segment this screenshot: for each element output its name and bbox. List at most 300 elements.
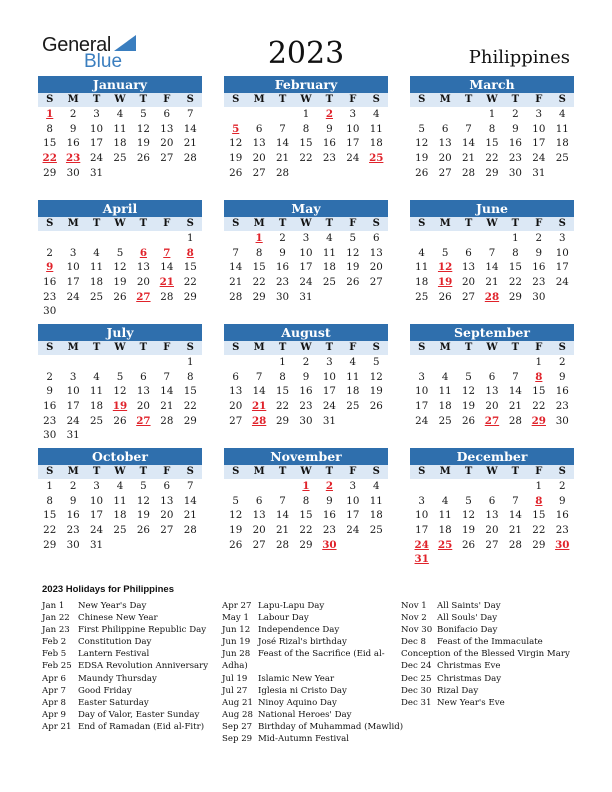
- holiday-day-cell: 19: [437, 276, 453, 289]
- holiday-date: Dec 31: [401, 697, 432, 708]
- empty-day-cell: [155, 538, 178, 553]
- day-cell: 12: [462, 509, 476, 522]
- empty-day-cell: [132, 166, 155, 181]
- day-cell: 11: [555, 122, 569, 135]
- empty-day-cell: [179, 538, 202, 553]
- day-cell: 28: [183, 524, 197, 537]
- day-cell: 2: [535, 232, 543, 244]
- day-cell: 6: [255, 494, 263, 507]
- day-cell: 24: [66, 290, 80, 303]
- week-row: [38, 370, 202, 385]
- holiday-date: Dec 24: [401, 661, 432, 672]
- weekday-header-row: [224, 217, 388, 231]
- holiday-name: New Year's Eve: [437, 697, 505, 708]
- week-row: [224, 246, 388, 261]
- weekday-label: S: [232, 218, 240, 229]
- day-cell: 18: [415, 276, 429, 289]
- day-cell: 13: [252, 137, 266, 150]
- weekday-label: T: [139, 94, 148, 105]
- week-row: [38, 136, 202, 151]
- day-cell: 5: [349, 232, 357, 244]
- day-cell: 26: [136, 524, 150, 537]
- weekday-label: F: [349, 466, 357, 477]
- week-row: [410, 414, 574, 429]
- week-row: [410, 122, 574, 137]
- day-cell: 12: [136, 494, 150, 507]
- day-cell: 14: [276, 509, 290, 522]
- empty-day-cell: [271, 479, 294, 494]
- day-cell: 26: [462, 414, 476, 427]
- day-cell: 23: [43, 290, 57, 303]
- day-cell: 18: [555, 137, 569, 150]
- day-cell: 15: [252, 261, 266, 274]
- holiday-day-cell: 21: [159, 276, 174, 289]
- day-cell: 23: [276, 276, 290, 289]
- day-cell: 7: [186, 480, 194, 492]
- day-cell: 2: [46, 370, 53, 383]
- day-cell: 22: [508, 276, 522, 289]
- week-row: [224, 479, 388, 494]
- weekday-label: M: [67, 218, 79, 229]
- weekday-label: T: [139, 342, 148, 353]
- day-cell: 15: [485, 137, 499, 150]
- week-row: [410, 275, 574, 290]
- weekday-label: T: [92, 342, 101, 353]
- day-cell: 16: [43, 276, 57, 289]
- day-cell: 23: [322, 152, 336, 165]
- holiday-name: National Heroes' Day: [258, 709, 352, 720]
- holiday-name: Maundy Thursday: [78, 673, 157, 684]
- day-cell: 24: [532, 152, 546, 165]
- day-cell: 15: [299, 137, 313, 150]
- holiday-entry: [42, 709, 208, 721]
- empty-day-cell: [480, 479, 503, 494]
- month-title: October: [38, 448, 202, 465]
- day-cell: 27: [252, 166, 266, 179]
- holiday-day-cell: 29: [531, 414, 546, 427]
- day-cell: 14: [160, 385, 174, 398]
- day-cell: 21: [276, 524, 290, 537]
- weekday-label: W: [114, 94, 126, 105]
- holiday-date: Feb 2: [42, 637, 67, 648]
- holiday-date: Dec 25: [401, 673, 432, 684]
- week-row: [410, 508, 574, 523]
- day-cell: 28: [276, 538, 290, 551]
- day-cell: 30: [555, 414, 569, 427]
- day-cell: 15: [299, 509, 313, 522]
- day-cell: 22: [43, 524, 57, 537]
- week-row: [38, 166, 202, 181]
- holiday-entry: [42, 624, 208, 636]
- month-december: [410, 448, 574, 567]
- holiday-name: Mid-Autumn Festival: [258, 734, 350, 745]
- weekday-header-row: [38, 93, 202, 107]
- page-title-year: 2023: [267, 36, 345, 71]
- day-cell: 12: [415, 137, 429, 150]
- holiday-name: Christmas Eve: [437, 661, 501, 672]
- month-title: April: [38, 200, 202, 217]
- day-cell: 17: [66, 400, 80, 413]
- holiday-date: Jun 28: [222, 649, 251, 660]
- day-cell: 5: [232, 494, 239, 507]
- holiday-entry: [222, 612, 403, 624]
- week-row: [410, 355, 574, 370]
- day-cell: 23: [508, 152, 522, 165]
- day-cell: 27: [160, 152, 174, 165]
- day-cell: 5: [372, 356, 380, 368]
- empty-day-cell: [480, 231, 503, 246]
- holiday-day-cell: 27: [484, 414, 500, 427]
- week-row: [224, 508, 388, 523]
- holiday-entry: [42, 612, 208, 624]
- week-row: [38, 508, 202, 523]
- day-cell: 6: [255, 122, 263, 135]
- holiday-name: Chinese New Year: [78, 613, 158, 624]
- day-cell: 18: [346, 385, 360, 398]
- day-cell: 1: [279, 356, 286, 368]
- empty-day-cell: [433, 231, 456, 246]
- weekday-label: F: [163, 342, 171, 353]
- weekday-label: T: [511, 466, 520, 477]
- weekday-label: T: [278, 218, 287, 229]
- day-cell: 14: [160, 261, 174, 274]
- empty-day-cell: [132, 304, 155, 319]
- day-cell: 26: [136, 152, 150, 165]
- day-cell: 22: [485, 152, 499, 165]
- day-cell: 11: [113, 494, 127, 507]
- day-cell: 5: [418, 122, 425, 135]
- week-row: [410, 552, 574, 567]
- holidays-column: [42, 600, 208, 733]
- weekday-label: F: [163, 218, 171, 229]
- day-cell: 23: [299, 400, 313, 413]
- day-cell: 30: [66, 166, 80, 179]
- day-cell: 30: [299, 414, 313, 427]
- day-cell: 29: [43, 538, 57, 551]
- holiday-name: Good Friday: [78, 685, 132, 696]
- weekday-label: T: [278, 466, 287, 477]
- day-cell: 2: [69, 480, 77, 492]
- holiday-entry: [42, 648, 208, 660]
- weekday-label: M: [67, 342, 79, 353]
- day-cell: 23: [555, 400, 569, 413]
- day-cell: 15: [532, 385, 546, 398]
- holiday-date: Feb 5: [42, 649, 67, 660]
- holiday-date: Jan 22: [42, 613, 70, 624]
- day-cell: 1: [512, 232, 519, 244]
- holiday-date: Dec 30: [401, 685, 432, 696]
- day-cell: 3: [418, 494, 425, 507]
- week-row: [410, 384, 574, 399]
- day-cell: 7: [279, 494, 286, 507]
- weekday-header-row: [410, 93, 574, 107]
- week-row: [224, 384, 388, 399]
- day-cell: 13: [369, 246, 383, 259]
- day-cell: 30: [532, 290, 546, 303]
- weekday-header-row: [410, 341, 574, 355]
- day-cell: 26: [369, 400, 383, 413]
- day-cell: 19: [462, 400, 476, 413]
- holiday-date: Sep 29: [222, 734, 253, 745]
- empty-day-cell: [433, 479, 456, 494]
- empty-day-cell: [247, 479, 270, 494]
- holiday-date: Apr 7: [42, 685, 67, 696]
- holiday-day-cell: 28: [484, 290, 500, 303]
- day-cell: 8: [46, 494, 53, 507]
- day-cell: 23: [322, 524, 336, 537]
- day-cell: 20: [136, 276, 150, 289]
- day-cell: 1: [46, 480, 53, 492]
- holiday-name: Bonifacio Day: [437, 625, 498, 636]
- day-cell: 22: [252, 276, 266, 289]
- holiday-entry: [42, 697, 208, 709]
- month-title: November: [224, 448, 388, 465]
- holidays-heading: 2023 Holidays for Philippines: [42, 584, 174, 595]
- empty-day-cell: [318, 290, 341, 305]
- week-row: [224, 414, 388, 429]
- day-cell: 24: [90, 152, 104, 165]
- day-cell: 16: [508, 137, 522, 150]
- day-cell: 29: [183, 414, 197, 427]
- day-cell: 2: [512, 108, 519, 120]
- empty-day-cell: [433, 107, 456, 122]
- holiday-name: Independence Day: [258, 625, 340, 636]
- day-cell: 4: [116, 480, 124, 492]
- day-cell: 25: [369, 524, 383, 537]
- logo-blue-text: Blue: [84, 51, 123, 72]
- day-cell: 5: [116, 246, 124, 259]
- holiday-entry: [401, 673, 570, 685]
- day-cell: 2: [69, 108, 77, 120]
- empty-day-cell: [365, 538, 388, 553]
- day-cell: 26: [113, 414, 127, 427]
- empty-day-cell: [457, 107, 480, 122]
- weekday-label: W: [486, 218, 498, 229]
- week-row: [38, 399, 202, 414]
- day-cell: 26: [415, 166, 429, 179]
- holiday-entry: [401, 697, 570, 709]
- day-cell: 6: [488, 370, 496, 383]
- day-cell: 4: [372, 108, 380, 120]
- day-cell: 18: [113, 509, 127, 522]
- day-cell: 3: [349, 480, 357, 492]
- day-cell: 13: [485, 509, 499, 522]
- empty-day-cell: [294, 166, 317, 181]
- holiday-date: Jan 23: [42, 625, 70, 636]
- day-cell: 13: [485, 385, 499, 398]
- day-cell: 8: [512, 246, 519, 259]
- empty-day-cell: [341, 290, 364, 305]
- day-cell: 3: [302, 232, 310, 244]
- holiday-day-cell: 5: [232, 122, 240, 135]
- week-row: [224, 290, 388, 305]
- day-cell: 9: [69, 122, 77, 135]
- day-cell: 10: [346, 122, 360, 135]
- day-cell: 17: [346, 137, 360, 150]
- empty-day-cell: [410, 479, 433, 494]
- holiday-day-cell: 28: [251, 414, 267, 427]
- week-row: [38, 414, 202, 429]
- holiday-entry: [401, 648, 570, 660]
- weekday-label: S: [418, 94, 426, 105]
- day-cell: 11: [369, 122, 383, 135]
- day-cell: 18: [369, 509, 383, 522]
- day-cell: 5: [465, 494, 472, 507]
- day-cell: 6: [488, 494, 496, 507]
- day-cell: 5: [140, 480, 147, 492]
- weekday-label: M: [439, 466, 451, 477]
- weekday-label: T: [92, 218, 101, 229]
- empty-day-cell: [457, 479, 480, 494]
- day-cell: 9: [535, 246, 543, 259]
- day-cell: 18: [438, 524, 452, 537]
- week-row: [224, 494, 388, 509]
- day-cell: 10: [322, 370, 336, 383]
- holiday-date: Aug 21: [222, 697, 253, 708]
- weekday-label: W: [114, 466, 126, 477]
- day-cell: 2: [558, 480, 566, 492]
- empty-day-cell: [433, 552, 456, 567]
- holiday-entry: [42, 636, 208, 648]
- holiday-day-cell: 19: [112, 400, 128, 413]
- day-cell: 14: [183, 494, 197, 507]
- empty-day-cell: [224, 231, 247, 246]
- day-cell: 3: [558, 232, 566, 244]
- day-cell: 30: [43, 429, 57, 442]
- weekday-label: T: [464, 218, 473, 229]
- day-cell: 8: [279, 370, 286, 383]
- month-march: [410, 76, 574, 180]
- day-cell: 4: [349, 356, 357, 368]
- empty-day-cell: [61, 355, 84, 370]
- weekday-header-row: [38, 217, 202, 231]
- month-october: [38, 448, 202, 552]
- empty-day-cell: [224, 479, 247, 494]
- country-label: Philippines: [468, 47, 570, 68]
- holiday-entry: [42, 673, 208, 685]
- day-cell: 12: [136, 122, 150, 135]
- week-row: [410, 399, 574, 414]
- month-august: [224, 324, 388, 428]
- day-cell: 13: [252, 509, 266, 522]
- week-row: [38, 260, 202, 275]
- day-cell: 18: [322, 261, 336, 274]
- weekday-label: F: [349, 218, 357, 229]
- week-row: [410, 538, 574, 553]
- day-cell: 18: [113, 137, 127, 150]
- day-cell: 5: [140, 108, 147, 120]
- holiday-entry: [222, 733, 403, 745]
- day-cell: 22: [183, 276, 197, 289]
- day-cell: 10: [415, 385, 429, 398]
- weekday-label: T: [511, 218, 520, 229]
- day-cell: 31: [532, 166, 546, 179]
- day-cell: 3: [418, 370, 425, 383]
- day-cell: 31: [322, 414, 336, 427]
- holiday-day-cell: 25: [437, 538, 453, 551]
- weekday-label: T: [325, 342, 334, 353]
- day-cell: 14: [508, 509, 522, 522]
- day-cell: 16: [43, 400, 57, 413]
- weekday-label: S: [232, 466, 240, 477]
- logo-general-text: General: [42, 34, 112, 56]
- weekday-label: S: [186, 218, 194, 229]
- day-cell: 27: [252, 538, 266, 551]
- day-cell: 21: [462, 152, 476, 165]
- day-cell: 11: [438, 385, 452, 398]
- holiday-day-cell: 27: [136, 290, 151, 303]
- empty-day-cell: [38, 355, 61, 370]
- week-row: [224, 370, 388, 385]
- weekday-header-row: [224, 341, 388, 355]
- weekday-label: F: [163, 466, 171, 477]
- day-cell: 19: [415, 152, 429, 165]
- day-cell: 9: [558, 370, 566, 383]
- week-row: [38, 384, 202, 399]
- day-cell: 4: [93, 370, 100, 383]
- day-cell: 16: [66, 509, 80, 522]
- holiday-day-cell: 27: [136, 414, 151, 427]
- day-cell: 20: [252, 524, 266, 537]
- week-row: [224, 355, 388, 370]
- day-cell: 25: [322, 276, 336, 289]
- day-cell: 17: [555, 261, 569, 274]
- holiday-day-cell: 24: [414, 538, 429, 551]
- day-cell: 6: [163, 480, 171, 492]
- holiday-entry: [222, 721, 403, 733]
- holiday-entry: [222, 636, 403, 648]
- weekday-label: S: [558, 342, 566, 353]
- week-row: [38, 355, 202, 370]
- holiday-day-cell: 2: [325, 480, 333, 492]
- holiday-day-cell: 1: [46, 108, 54, 120]
- day-cell: 12: [462, 385, 476, 398]
- week-row: [224, 275, 388, 290]
- weekday-label: T: [464, 466, 473, 477]
- day-cell: 16: [322, 509, 336, 522]
- holiday-date: Nov 1: [401, 601, 427, 611]
- weekday-header-row: [410, 465, 574, 479]
- empty-day-cell: [132, 428, 155, 443]
- day-cell: 31: [90, 538, 104, 551]
- day-cell: 21: [485, 276, 499, 289]
- empty-day-cell: [504, 479, 527, 494]
- holiday-day-cell: 22: [42, 152, 57, 165]
- day-cell: 9: [302, 370, 310, 383]
- holiday-date: Apr 27: [222, 601, 252, 611]
- week-row: [38, 290, 202, 305]
- week-row: [410, 290, 574, 305]
- day-cell: 27: [369, 276, 383, 289]
- day-cell: 1: [186, 232, 194, 244]
- day-cell: 15: [183, 385, 197, 398]
- weekday-label: T: [464, 94, 473, 105]
- weekday-label: S: [418, 218, 426, 229]
- day-cell: 3: [93, 108, 100, 120]
- day-cell: 18: [369, 137, 383, 150]
- day-cell: 14: [508, 385, 522, 398]
- day-cell: 17: [415, 400, 429, 413]
- day-cell: 3: [349, 108, 357, 120]
- day-cell: 11: [90, 261, 104, 274]
- week-row: [224, 107, 388, 122]
- empty-day-cell: [457, 355, 480, 370]
- week-row: [410, 523, 574, 538]
- empty-day-cell: [410, 355, 433, 370]
- holiday-name: First Philippine Republic Day: [78, 625, 207, 636]
- day-cell: 13: [229, 385, 243, 398]
- day-cell: 9: [326, 494, 333, 507]
